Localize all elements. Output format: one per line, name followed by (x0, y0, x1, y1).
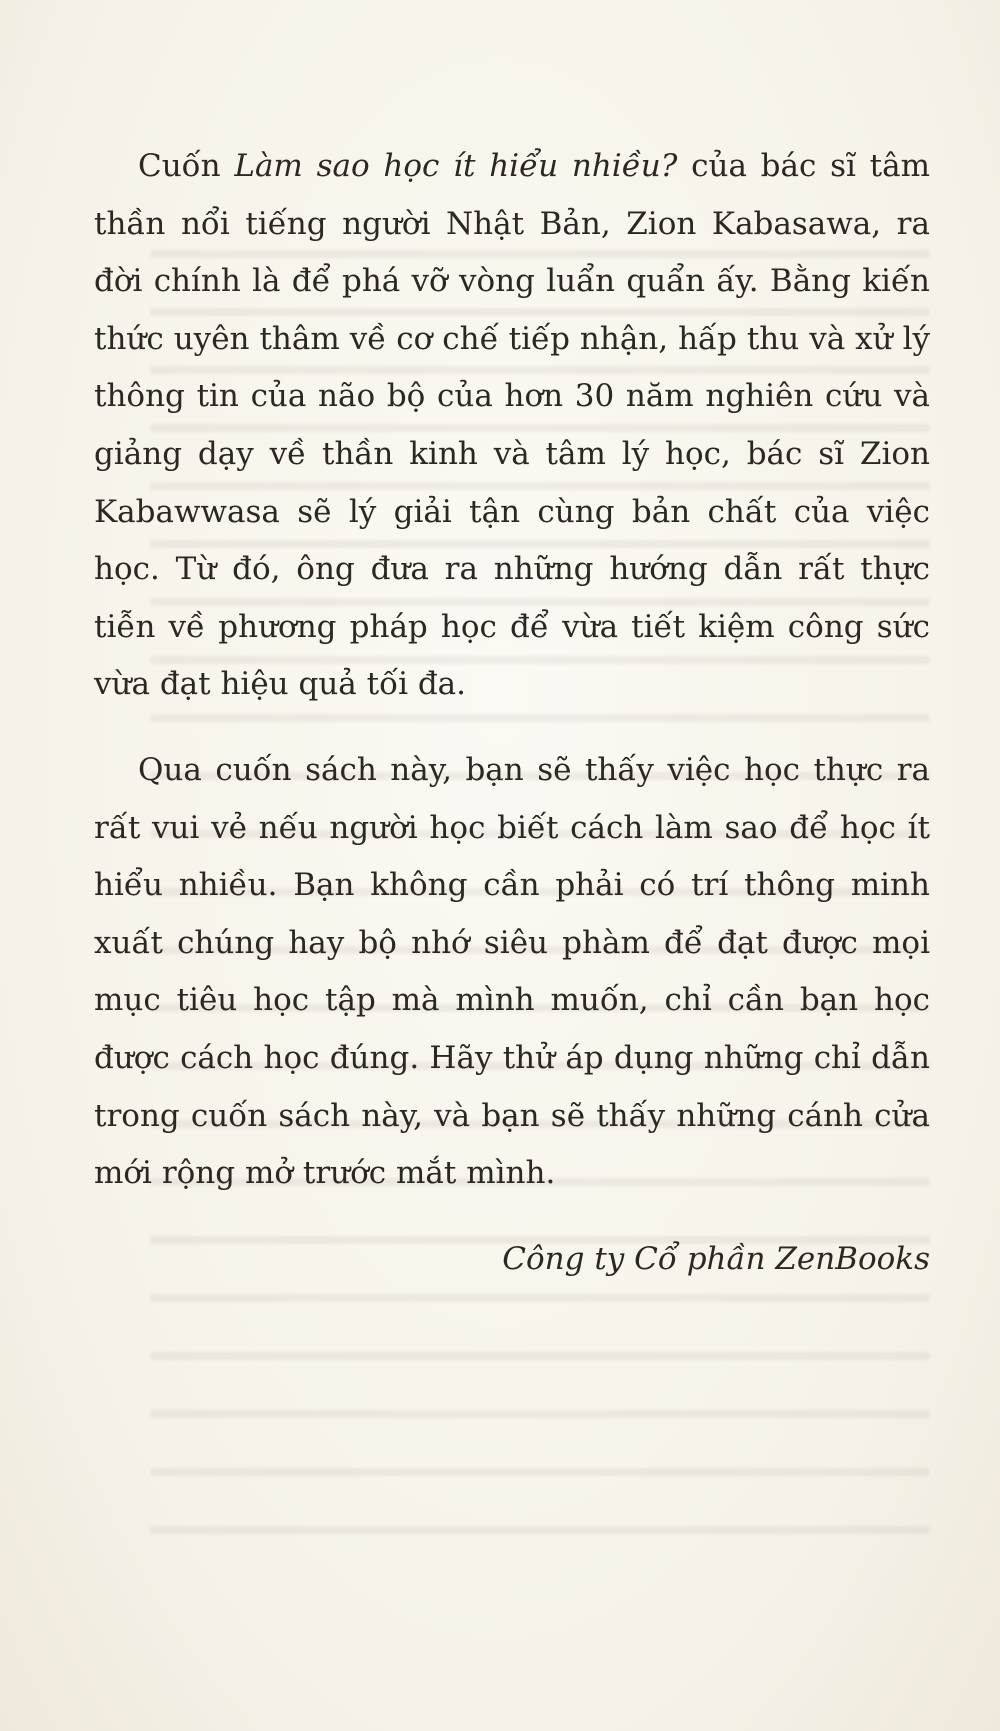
paragraph-1-lead: Cuốn (138, 148, 235, 184)
book-title: Làm sao học ít hiểu nhiều? (234, 148, 678, 184)
publisher-signature: Công ty Cổ phần ZenBooks (502, 1240, 930, 1277)
paragraph-1-body: của bác sĩ tâm thần nổi tiếng người Nhật Bản, Zion Kabasawa, ra đời chính là để phá vỡ vòng luẩn quẩn ấy. Bằng kiến thức uyên thâm về cơ chế tiếp nhận, hấp thu và xử lý thông tin của não bộ của hơn 30 năm nghiên cứu và giảng dạy về thần kinh và tâm lý học, bác sĩ Zion Kabawwasa sẽ lý giải tận cùng bản chất của việc học. Từ đó, ông đưa ra những hướng dẫn rất thực tiễn về phương pháp học để vừa tiết kiệm công sức vừa đạt hiệu quả tối đa. (94, 148, 930, 703)
paragraph-2: Qua cuốn sách này, bạn sẽ thấy việc học thực ra rất vui vẻ nếu người học biết cách làm sao để học ít hiểu nhiều. Bạn không cần phải có trí thông minh xuất chúng hay bộ nhớ siêu phàm để đạt được mọi mục tiêu học tập mà mình muốn, chỉ cần bạn học được cách học đúng. Hãy thử áp dụng những chỉ dẫn trong cuốn sách này, và bạn sẽ thấy những cánh cửa mới rộng mở trước mắt mình. (94, 751, 930, 1192)
page-text-block (94, 138, 930, 1288)
paragraph-1 (94, 138, 930, 714)
